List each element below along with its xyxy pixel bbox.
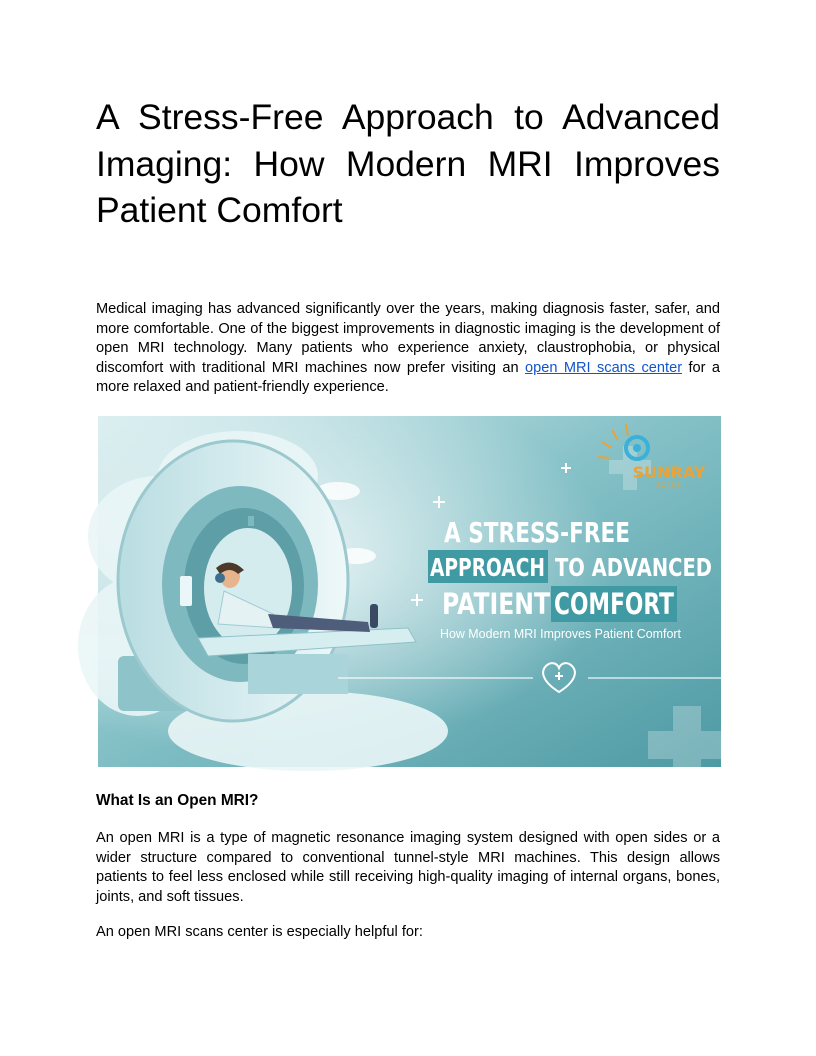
body-paragraph-helpful-for: An open MRI scans center is especially helpful for: [96, 924, 423, 940]
banner-headline-highlight-approach: APPROACH [430, 553, 545, 582]
banner-headline-line2: TO ADVANCED [555, 553, 712, 582]
page-title: A Stress-Free Approach to Advanced Imaging: How Modern MRI Improves Patient Comfort [96, 97, 720, 230]
open-mri-scans-center-link[interactable]: open MRI scans center [524, 359, 683, 376]
banner-subtitle: How Modern MRI Improves Patient Comfort [440, 627, 682, 641]
brand-name: SUNRAY [632, 463, 706, 482]
banner-headline-highlight-comfort: COMFORT [554, 587, 675, 621]
intro-paragraph [96, 300, 720, 398]
hero-banner-image [98, 416, 721, 767]
section-heading: What Is an Open MRI? [96, 792, 259, 809]
banner-headline-line3: PATIENT [442, 587, 551, 621]
brand-sub: SCANS [656, 483, 682, 489]
intro-text-end: for a more relaxed and patient-friendly experience. [96, 359, 720, 396]
intro-text-start: Medical imaging has advanced significantly over the years, making diagnosis faster, safer, and more comfortable. One of the biggest improvements in diagnostic imaging is the development of open MRI technology. Many patients who experience anxiety, claustrophobia, or physical discomfort with traditional MRI machines now prefer visiting an [96, 301, 720, 376]
body-paragraph-open-mri: An open MRI is a type of magnetic resonance imaging system designed with open sides or a wider structure compared to conventional tunnel-style MRI machines. This design allows patients to feel less enclosed while still receiving high-quality imaging of internal organs, bones, joints, and soft tissues. [96, 830, 720, 905]
banner-headline-line1: A STRESS-FREE [444, 516, 630, 549]
